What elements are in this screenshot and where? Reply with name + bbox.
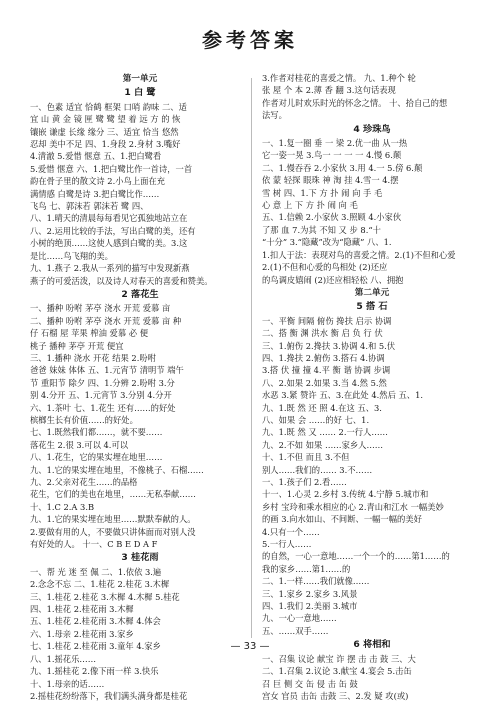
answer-line: 五、1.信赖 2.小家伙 3.照顾 4.小家伙 <box>262 212 402 223</box>
answer-line: 是比……鸟飞翔的美。 <box>30 250 113 261</box>
answer-line: 九、2.不如 如果 ……家乡人…… <box>262 439 384 450</box>
answer-line: 十、1.母亲的话…… <box>30 678 105 689</box>
answer-line: 1.扣人于法：表现对鸟的喜爱之情。2.(1)不但和心爱 <box>262 249 456 260</box>
lesson-heading: 2 落花生 <box>121 288 159 300</box>
answer-line: 八、1.摇花乐…… <box>30 653 96 664</box>
answer-line: 一、1.复一圈 垂 一 梁 2.优一曲 从一热 <box>262 138 408 149</box>
answer-line: 一、帮 光 迷 至 佩 二、1.依依 3.遍 <box>30 566 162 577</box>
answer-line: 八、如果 会 ……的好 七、1. <box>262 414 370 425</box>
answer-line: 二、1.召集 2.议论 3.献宝 4.宴会 5.击缶 <box>262 666 412 677</box>
answer-line: 七、1.桂花 2.桂花雨 3.童年 4.家乡 <box>30 641 161 652</box>
answer-line: 5.一行人…… <box>262 539 312 550</box>
answer-line: 2.要做有用的人，不要做只讲体面而对别人没 <box>30 526 196 537</box>
unit-heading: 第二单元 <box>354 287 390 298</box>
answer-line: 别 4.分开 五、1.元宵节 3.分别 4.分开 <box>30 390 172 401</box>
answer-line: 镶嵌 谦虚 长缘 缘分 三、适宜 恰当 悠然 <box>30 126 179 137</box>
lesson-heading: 3 桂花雨 <box>121 552 159 564</box>
answer-line: 六、1.母亲 2.桂花雨 3.家乡 <box>30 628 134 639</box>
answer-line: 七、1.既然我们都……，就不要…… <box>30 427 163 438</box>
answer-line: 了那 血 7.为其 不知 又 步 8.“十 <box>262 224 381 235</box>
answer-line: 二、1.慢吞吞 2.小家伙 3.用 4.一 5.傍 6.颠 <box>262 162 423 173</box>
lesson-heading: 1 白 鹭 <box>124 87 156 99</box>
answer-line: 韵在骨子里的散文诗 2.小鸟上面在充 <box>30 176 166 187</box>
answer-line: 的鸟调皮嬉闹 (2)还应相轻松 八、拥抱 <box>262 274 404 285</box>
answer-column-left <box>30 72 250 702</box>
page-title: 参考答案 <box>202 28 298 52</box>
answer-line: 十一、1.心灵 2.乡村 3.传统 4.宁静 5.城市和 <box>262 489 429 500</box>
answer-line: 三、1.俯伤 2.搀扶 3.协调 4.和 5.伏 <box>262 340 396 351</box>
answer-line: 十、1.不但 而且 3.不但 <box>262 452 350 463</box>
answer-line: 三、1.播种 浇水 开花 结果 2.吩咐 <box>30 352 156 363</box>
answer-line: 四、1.桂花 2.桂花雨 3.木樨 <box>30 604 134 615</box>
answer-line: 3.作者对桂花的喜爱之情。 九、1.种个 轮 <box>262 73 416 83</box>
answer-line: 的自然，一心一意地……一个一个的……第1……的 <box>262 551 450 562</box>
answer-line: 召 巨 侧 交 缶 侵 击 缶 鼓 <box>262 678 358 689</box>
answer-line: 九、1.它的果实埋在地里……默默奉献的人。 <box>30 514 196 525</box>
answer-line: 法写。 <box>262 110 287 121</box>
answer-line: 八、1.晴天的清晨每每看见它孤独地站立在 <box>30 213 188 224</box>
answer-line: 小树的绝顶……这使人感到白鹭的美。3.这 <box>30 238 188 249</box>
answer-line: 四、1.搀扶 2.俯伤 3.搭石 4.协调 <box>262 352 385 363</box>
answer-line: 乡村 宝玲和乘水相应的心 2.青山和江水 一幅美妙 <box>262 501 444 512</box>
lesson-heading: 6 将相和 <box>353 639 391 651</box>
answer-line: 一、1.孩子们 2.看…… <box>262 477 347 487</box>
answer-line: 九、1.既 然 又 …… 2.一行人…… <box>262 427 388 438</box>
answer-line: 张 屋 个 本 2.薄 香 翻 3.这句话表现 <box>262 85 396 96</box>
answer-line: 节 重阳节 除夕 四、1.分辨 2.吩咐 3.分 <box>30 377 175 388</box>
answer-line: 五、……双手…… <box>262 625 329 636</box>
answer-line: 燕子的可爱活泼，以及诗人对春天的喜爱和赞美。 <box>30 275 213 286</box>
answer-line: 它一姿一晃 3.鸟一 一 一 一 4.慢 6.颠 <box>262 150 402 161</box>
page-number: — 33 — <box>230 641 270 652</box>
answer-line: 九、1.燕子 2.我从一系列的描写中发现新燕 <box>30 263 190 274</box>
answer-line: 一、平衡 间隔 俯伤 搀扶 启示 协调 <box>262 315 392 326</box>
answer-line: 我的家乡……第1……的 <box>262 563 351 574</box>
answer-line: 落花生 2.很 3.可以 4.可以 <box>30 439 129 450</box>
answer-line: 九、1.既 然 还 照 4.在这 五、3. <box>262 402 382 413</box>
answer-line: 花生，它们的美也在地里，……无私奉献…… <box>30 489 196 500</box>
answer-line: 别人……我们的…… 3.不…… <box>262 464 373 475</box>
answer-line: 心 意 上 下 方 扑 闹 向 毛 <box>262 200 358 211</box>
lesson-heading: 5 搭 石 <box>356 301 388 313</box>
answer-line: 六、1.茶叶 七、1.花生 还有……的好处 <box>30 402 176 413</box>
answer-line: 宫女 官员 击缶 击鼓 三、2.发 疑 攻(或) <box>262 690 409 701</box>
answer-line: 八、2.运用比较的手法，写出白鹭的美，还有 <box>30 225 196 236</box>
answer-line: 四、1.我们 2.美丽 3.城市 <box>262 601 358 612</box>
answer-line: 水恶 3.紧 赞许 五、3.在此处 4.然后 五、1. <box>262 390 424 401</box>
answer-line: 的画 3.向水如山、不间断、一幅一幅的美好 <box>262 514 422 525</box>
answer-line: 八、1.花生，它的果实埋在地里…… <box>30 452 163 463</box>
answer-line: 二、播种 吩咐 茅亭 浇水 开荒 爱慕 亩 种 <box>30 315 182 326</box>
answer-line: 桃子 播种 茅亭 开荒 便宜 <box>30 340 124 351</box>
answer-line: 十、1.C 2.A 3.B <box>30 501 95 512</box>
answer-line: 满情感 白鹭是诗 3.把白鹭比作…… <box>30 188 160 199</box>
answer-line: 5.爱惜 惬意 六、1.把白鹭比作一首诗，一首 <box>30 163 193 174</box>
answer-line: 雪 树 四、1.下 方 扑 闹 向 手 毛 <box>262 187 383 198</box>
answer-line: 一、召集 议论 献宝 诈 摆 击 击 鼓 三、大 <box>262 653 416 664</box>
answer-line: 九、一心一意地…… <box>262 613 337 624</box>
answer-line: 忍却 美中不足 四、1.身段 2.身材 3.嘴好 <box>30 139 181 150</box>
answer-line: 飞鸟 七、郭沫若 郭沫若 鹭 四、 <box>30 201 149 212</box>
answer-line: 仔 石榴 屋 苹果 榨油 爱慕 必 便 <box>30 328 149 339</box>
answer-line: 九、2.父亲对花生……的品格 <box>30 477 138 487</box>
answer-line: 宜 山 黄 金 镜 匣 鹭 鹭 望 着 远 方 的 恢 <box>30 114 181 125</box>
answer-line: 槟榔生长有价值……的好处。 <box>30 414 138 425</box>
answer-line: 依 蒙 轻探 眼珠 神 淘 挂 4.雪一 4.摆 <box>262 175 399 186</box>
answer-line: 4.清澈 5.爱惜 惬意 五、1.把白鹭看 <box>30 151 162 162</box>
answer-line: 二、1.一样……我们就像…… <box>262 576 370 587</box>
answer-line: 八、2.如果 2.如果 3.当 4.然 5.然 <box>262 377 387 388</box>
answer-line: 2.念念不忘 二、1.桂花 2.桂花 3.木樨 <box>30 579 170 590</box>
answer-line: 3.搭 伏 撞 撞 4.平 衡 谐 协调 步调 <box>262 365 391 376</box>
answer-line: “十分” 3.“隐藏”改为“隐藏” 八、1. <box>262 237 392 248</box>
answer-line: 三、1.家乡 2.家乡 3.风景 <box>262 588 358 599</box>
answer-line: 有好处的人。 十一、C B E D A F <box>30 539 158 550</box>
answer-line: 作者对儿时欢乐时光的怀念之情。 十、拾自己的想 <box>262 97 448 108</box>
answer-line: 一、播种 吩咐 茅亭 浇水 开荒 爱慕 亩 <box>30 303 171 314</box>
answer-line: 九、1.摇桂花 2.像下雨一样 3.快乐 <box>30 666 159 677</box>
lesson-heading: 4 珍珠鸟 <box>353 123 391 135</box>
answer-column-right <box>262 72 482 702</box>
answer-line: 三、1.桂花 2.桂花 3.木樨 4.木樨 5.桂花 <box>30 591 180 602</box>
answer-line: 4.只有一个…… <box>262 526 320 537</box>
answer-line: 九、1.它的果实埋在地里，不像桃子、石榴…… <box>30 464 204 475</box>
answer-line: 爸爸 妹妹 体体 五、1.元宵节 清明节 端午 <box>30 365 184 376</box>
answer-line: 五、1.桂花 2.桂花雨 3.木樨 4.体会 <box>30 616 161 627</box>
answer-line: 一、色素 适宜 恰鹤 框架 口哨 韵味 二、适 <box>30 101 187 112</box>
answer-line: 2.摇桂花纷纷落下，我们满头满身都是桂花 <box>30 690 188 701</box>
unit-heading: 第一单元 <box>122 74 158 84</box>
answer-line: 二、搭 衡 渊 洪水 衡 启 负 行 伏 <box>262 328 383 339</box>
answer-line: 2.(1)不但和心爱的鸟相处 (2)还应 <box>262 262 388 273</box>
column-divider <box>251 78 252 638</box>
